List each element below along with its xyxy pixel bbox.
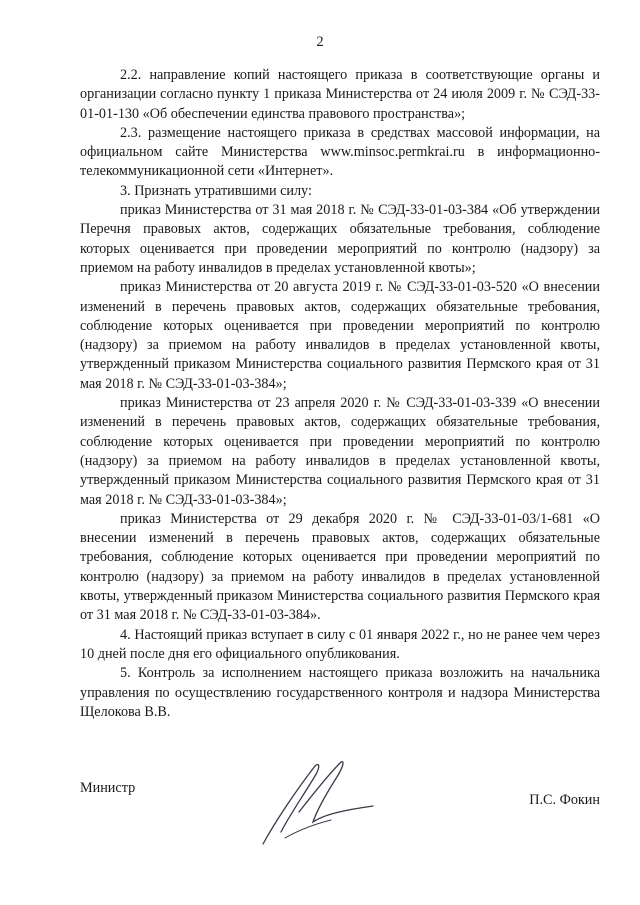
paragraph-5: 5. Контроль за исполнением настоящего приказа возложить на начальника управления по осуществлению государственного контроля и надзора Министерства Щелокова В.В. [80,665,600,720]
signatory-position: Министр [80,780,136,796]
paragraph-2-2: 2.2. направление копий настоящего приказа в соответствующие органы и организации согласно пункту 1 приказа Министерства от 24 июля 2009 г. № СЭД-33-01-01-130 «Об обеспечении единства правового пространства»; [80,67,600,122]
document-body [80,66,600,722]
paragraph-order-2018: приказ Министерства от 31 мая 2018 г. № СЭД-33-01-03-384 «Об утверждении Перечня правовых актов, содержащих обязательные требования, соблюдение которых оценивается при проведении мероприятий по контролю (надзору) за приемом на работу инвалидов в пределах установленной квоты»; [80,202,600,276]
paragraph-order-2020-december: приказ Министерства от 29 декабря 2020 г. № СЭД-33-01-03/1-681 «О внесении изменений в перечень правовых актов, содержащих обязательные требования, соблюдение которых оценивается при проведении мероприятий по контролю (надзору) за приемом на работу инвалидов в пределах установленной квоты, утвержденный приказом Министерства социального развития Пермского края от 31 мая 2018 г. № СЭД-33-01-03-384». [80,510,600,624]
paragraph-order-2020-april: приказ Министерства от 23 апреля 2020 г. № СЭД-33-01-03-339 «О внесении изменений в перечень правовых актов, содержащих обязательные требования, соблюдение которых оценивается при проведении мероприятий по контролю (надзору) за приемом на работу инвалидов в пределах установленной квоты, утвержденный приказом Министерства социального развития Пермского края от 31 мая 2018 г. № СЭД-33-01-03-384»; [80,395,600,508]
paragraph-3: 3. Признать утратившими силу: [120,182,312,199]
paragraph-order-2019: приказ Министерства от 20 августа 2019 г. № СЭД-33-01-03-520 «О внесении изменений в перечень правовых актов, содержащих обязательные требования, соблюдение которых оценивается при проведении мероприятий по контролю (надзору) за приемом на работу инвалидов в пределах установленной квоты, утвержденный приказом Министерства социального развития Пермского края от 31 мая 2018 г. № СЭД-33-01-03-384»; [80,279,600,392]
signatory-name: П.С. Фокин [529,792,600,808]
handwritten-signature [255,752,395,852]
paragraph-4: 4. Настоящий приказ вступает в силу с 01 января 2022 г., но не ранее чем через 10 дней после дня его официального опубликования. [80,626,600,662]
paragraph-2-3: 2.3. размещение настоящего приказа в средствах массовой информации, на официальном сайте Министерства www.minsoc.permkrai.ru в информационно-телекоммуникационной сети «Интернет». [80,124,600,180]
page-number: 2 [316,34,324,50]
